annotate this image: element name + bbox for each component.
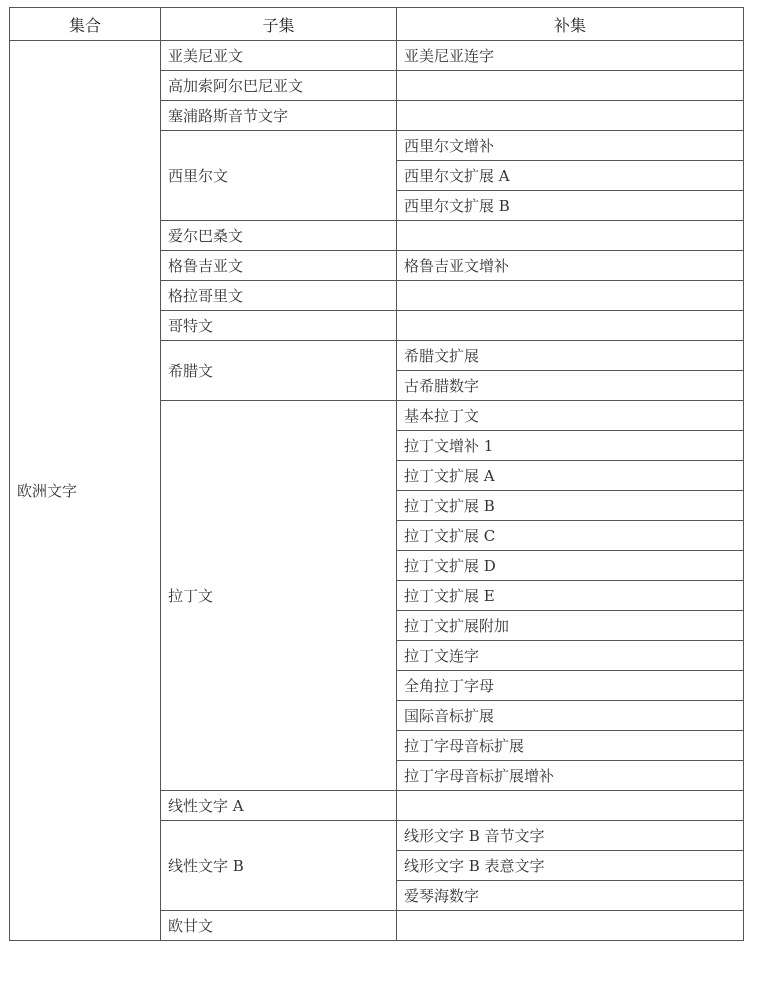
table-body [10,41,744,941]
supplement-cell: 希腊文扩展 [397,341,744,371]
subset-cell: 哥特文 [161,311,397,341]
supplement-cell: 拉丁文增补 1 [397,431,744,461]
subset-cell: 塞浦路斯音节文字 [161,101,397,131]
supplement-cell [397,221,744,251]
subset-cell: 线性文字 A [161,791,397,821]
supplement-cell: 拉丁文扩展 B [397,491,744,521]
supplement-cell: 国际音标扩展 [397,701,744,731]
supplement-cell [397,281,744,311]
supplement-cell: 拉丁文扩展 A [397,461,744,491]
supplement-cell: 格鲁吉亚文增补 [397,251,744,281]
supplement-cell: 拉丁字母音标扩展 [397,731,744,761]
supplement-cell: 拉丁文扩展 D [397,551,744,581]
header-supplement: 补集 [397,8,744,41]
supplement-cell [397,791,744,821]
supplement-cell: 拉丁文扩展 E [397,581,744,611]
supplement-cell: 西里尔文增补 [397,131,744,161]
supplement-cell: 线形文字 B 音节文字 [397,821,744,851]
subset-cell: 欧甘文 [161,911,397,941]
supplement-cell: 拉丁文扩展 C [397,521,744,551]
supplement-cell: 拉丁文扩展附加 [397,611,744,641]
supplement-cell: 西里尔文扩展 A [397,161,744,191]
supplement-cell: 爱琴海数字 [397,881,744,911]
subset-cell: 爱尔巴桑文 [161,221,397,251]
supplement-cell [397,71,744,101]
supplement-cell [397,311,744,341]
supplement-cell: 基本拉丁文 [397,401,744,431]
supplement-cell [397,911,744,941]
table-row [10,41,744,71]
subset-cell: 希腊文 [161,341,397,401]
supplement-cell: 拉丁字母音标扩展增补 [397,761,744,791]
supplement-cell: 全角拉丁字母 [397,671,744,701]
subset-cell: 格拉哥里文 [161,281,397,311]
subset-cell: 高加索阿尔巴尼亚文 [161,71,397,101]
supplement-cell: 拉丁文连字 [397,641,744,671]
subset-cell: 格鲁吉亚文 [161,251,397,281]
supplement-cell: 古希腊数字 [397,371,744,401]
supplement-cell [397,101,744,131]
table-header-row [10,8,744,41]
supplement-cell: 亚美尼亚连字 [397,41,744,71]
supplement-cell: 西里尔文扩展 B [397,191,744,221]
header-set: 集合 [10,8,161,41]
set-name-cell: 欧洲文字 [10,41,161,941]
subset-cell: 线性文字 B [161,821,397,911]
supplement-cell: 线形文字 B 表意文字 [397,851,744,881]
header-subset: 子集 [161,8,397,41]
subset-cell: 西里尔文 [161,131,397,221]
subset-cell: 拉丁文 [161,401,397,791]
subset-cell: 亚美尼亚文 [161,41,397,71]
script-set-table [9,7,744,941]
